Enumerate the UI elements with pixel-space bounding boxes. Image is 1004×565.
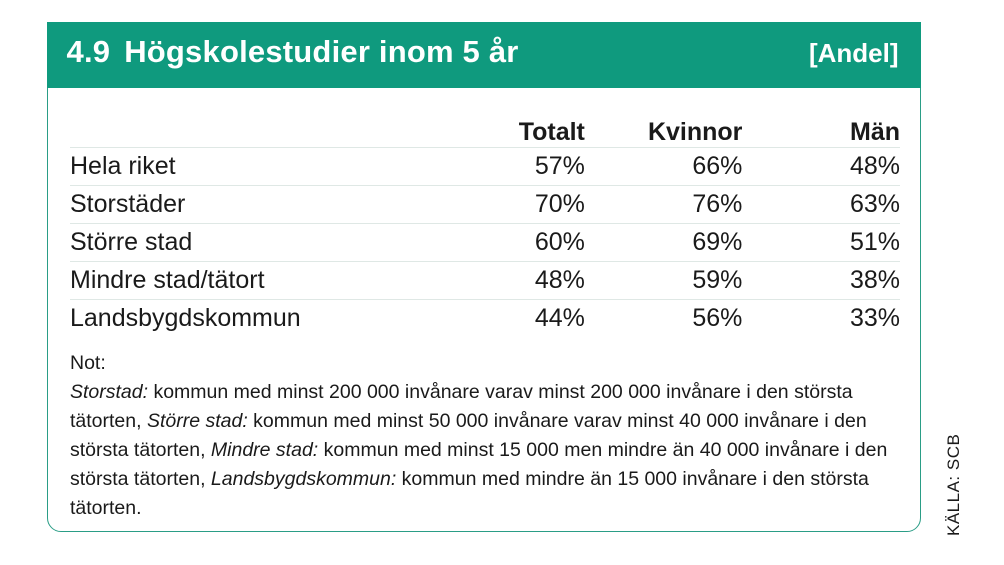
- cell-value: 51%: [742, 224, 900, 262]
- cell-value: 56%: [585, 300, 743, 338]
- footnote-text: kommun med minst 50 000 invånare varav minst 40 000 invånare i den största tätorten,: [70, 410, 867, 461]
- footnote-text: kommun med mindre än 15 000 invånare i den största tätorten.: [70, 468, 869, 519]
- cell-value: 48%: [451, 262, 585, 300]
- figure-card: [47, 22, 921, 532]
- cell-value: 57%: [451, 148, 585, 186]
- cell-value: 48%: [742, 148, 900, 186]
- footnote-text: kommun med minst 200 000 invånare varav minst 200 000 invånare i den största tätorten,: [70, 381, 853, 432]
- cell-value: 66%: [585, 148, 743, 186]
- row-label: Mindre stad/tätort: [70, 262, 451, 300]
- table-header-row: [70, 111, 900, 148]
- unit-label: [Andel]: [808, 37, 899, 68]
- figure-title-text: Högskolestudier inom 5 år: [124, 33, 519, 69]
- cell-value: 63%: [742, 186, 900, 224]
- footnote-term: Storstad:: [70, 381, 149, 403]
- footnote-term: Mindre stad:: [210, 439, 319, 461]
- header-empty-cell: [70, 111, 451, 148]
- figure-number: 4.9: [66, 33, 111, 69]
- table-row: [70, 148, 900, 186]
- column-header: Kvinnor: [647, 118, 743, 146]
- data-table: [70, 111, 900, 337]
- footnote-body: [70, 378, 910, 523]
- source-label: KÄLLA: SCB: [944, 433, 963, 536]
- table-row: [70, 300, 900, 338]
- row-label: Storstäder: [70, 186, 451, 224]
- table-row: [70, 224, 900, 262]
- footnote: [70, 349, 910, 523]
- column-header: Totalt: [518, 118, 585, 146]
- table-row: [70, 186, 900, 224]
- cell-value: 44%: [451, 300, 585, 338]
- footnote-term: Landsbygdskommun:: [210, 468, 397, 490]
- cell-value: 69%: [585, 224, 743, 262]
- cell-value: 76%: [585, 186, 743, 224]
- cell-value: 33%: [742, 300, 900, 338]
- cell-value: 70%: [451, 186, 585, 224]
- cell-value: 59%: [585, 262, 743, 300]
- footnote-term: Större stad:: [146, 410, 248, 432]
- figure-header: [47, 22, 921, 88]
- figure-title: [67, 34, 519, 70]
- column-header: Män: [850, 118, 900, 146]
- row-label: Hela riket: [70, 148, 451, 186]
- cell-value: 38%: [742, 262, 900, 300]
- table-row: [70, 262, 900, 300]
- row-label: Större stad: [70, 224, 451, 262]
- row-label: Landsbygdskommun: [70, 300, 451, 338]
- footnote-heading: Not:: [70, 352, 106, 374]
- cell-value: 60%: [451, 224, 585, 262]
- footnote-text: kommun med minst 15 000 men mindre än 40 000 invånare i den största tätorten,: [70, 439, 888, 490]
